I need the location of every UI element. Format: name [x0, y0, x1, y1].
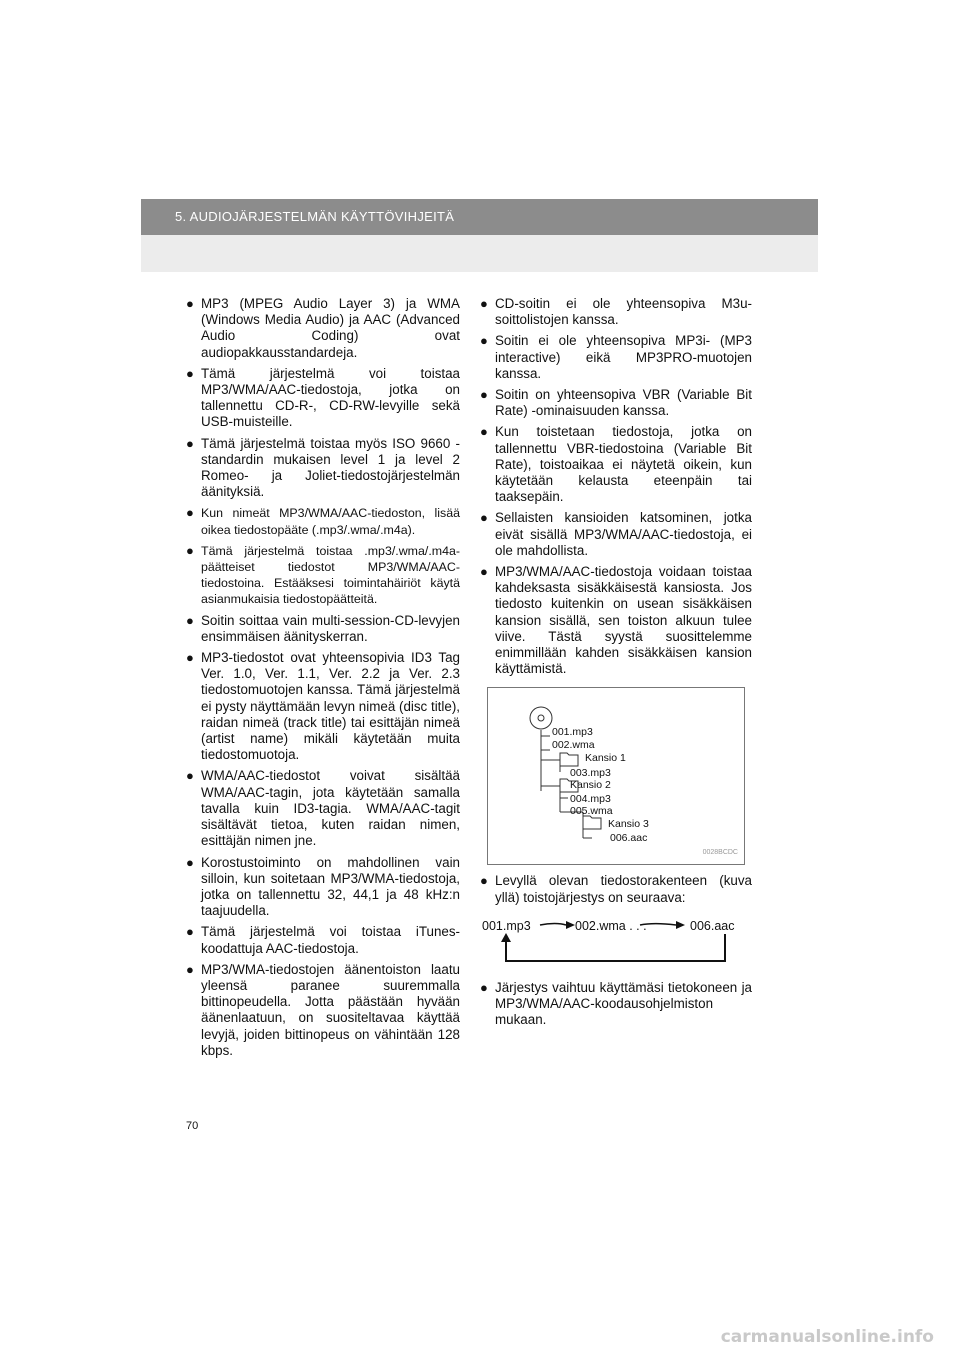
bullet-item	[186, 436, 460, 501]
bullet-text: MP3-tiedostot ovat yhteensopivia ID3 Tag Ver. 1.0, Ver. 1.1, Ver. 2.2 ja Ver. 2.3 tiedostomuotojen kanssa. Tämä järjestelmä ei pysty näyttämään levyn nimeä (disc title), raidan nimeä (track title) tai esittäjän nimeä (artist name) mikäli käytetään muita tiedostomuotoja.	[201, 650, 460, 763]
bullet-icon: ●	[480, 979, 488, 995]
bullet-item	[480, 333, 752, 382]
bullet-item	[186, 962, 460, 1059]
file-label: 001.mp3	[552, 726, 593, 739]
middle-files: 002.wma . . .	[575, 918, 647, 933]
bullet-icon: ●	[186, 650, 194, 666]
bullet-icon: ●	[186, 924, 194, 940]
first-file: 001.mp3	[482, 918, 531, 933]
bullet-text: MP3/WMA-tiedostojen äänentoiston laatu yleensä paranee suuremmalla bittinopeudella. Jotta päästään hyvään äänenlaatuun, on suositeltavaa käyttää levyjä, joiden bittinopeus on vähintään 128 kbps.	[201, 961, 460, 1058]
bullet-text: Soitin ei ole yhteensopiva MP3i- (MP3 interactive) eikä MP3PRO-muotojen kanssa.	[495, 333, 752, 381]
bullet-icon: ●	[186, 612, 194, 628]
bullet-item	[480, 873, 752, 905]
bullet-text: Järjestys vaihtuu käyttämäsi tietokoneen ja MP3/WMA/AAC-koodausohjelmiston mukaan.	[495, 979, 752, 1028]
bullet-icon: ●	[186, 961, 194, 977]
bullet-icon: ●	[186, 365, 194, 381]
bullet-item	[186, 855, 460, 920]
left-column	[186, 296, 460, 1064]
bullet-item	[186, 768, 460, 849]
file-label: 002.wma	[552, 739, 595, 752]
file-label: 004.mp3	[570, 793, 611, 806]
bullet-text: Levyllä olevan tiedostorakenteen (kuva yllä) toistojärjestys on seuraava:	[495, 873, 752, 905]
bullet-icon: ●	[186, 854, 194, 870]
bullet-item	[480, 510, 752, 559]
bullet-item	[480, 564, 752, 677]
play-order-diagram	[480, 914, 752, 970]
bullet-text: MP3 (MPEG Audio Layer 3) ja WMA (Windows Media Audio) ja AAC (Advanced Audio Coding) ovat audiopakkausstandardeja.	[201, 296, 460, 360]
bullet-icon: ●	[480, 387, 488, 403]
bullet-text: Soitin on yhteensopiva VBR (Variable Bit Rate) -ominaisuuden kanssa.	[495, 387, 752, 419]
bullet-text: Tämä järjestelmä voi toistaa iTunes-koodattuja AAC-tiedostoja.	[201, 924, 460, 956]
disc-icon	[530, 707, 552, 729]
watermark: carmanualsonline.info	[720, 1327, 934, 1347]
page-number: 70	[186, 1120, 199, 1132]
arrow-right-icon	[540, 923, 566, 925]
bullet-item	[186, 613, 460, 645]
bullet-icon: ●	[480, 424, 488, 440]
bullet-item	[480, 387, 752, 419]
bullet-icon: ●	[480, 873, 488, 889]
folder-label: Kansio 1	[585, 752, 626, 765]
bullet-icon: ●	[186, 505, 194, 521]
bullet-text: MP3/WMA/AAC-tiedostoja voidaan toistaa kahdeksasta sisäkkäisestä kansiosta. Jos tiedosto kuitenkin on usean sisäkkäisen kansion sisällä, sen toiston alkuun tulee viive. Tästä syystä suosittelemme enimmillään kahden sisäkkäisen kansion käyttämistä.	[495, 564, 752, 677]
bullet-icon: ●	[480, 296, 488, 311]
header-band	[141, 235, 818, 272]
bullet-text: Soitin soittaa vain multi-session-CD-levyjen ensimmäisen äänityskerran.	[201, 612, 460, 644]
folder-icon-kansio-3	[583, 816, 601, 829]
bullet-item	[186, 296, 460, 361]
bullet-text: Tämä järjestelmä toistaa .mp3/.wma/.m4a-päätteiset tiedostot MP3/WMA/AAC-tiedostoina. Estääksesi toimintahäiriöt käytä asianmukaisia tiedostopäätteitä.	[201, 543, 460, 607]
folder-label: Kansio 3	[608, 818, 649, 831]
folder-icon-kansio-1	[560, 753, 578, 766]
bullet-item	[186, 543, 460, 608]
bullet-text: Sellaisten kansioiden katsominen, jotka eivät sisällä MP3/WMA/AAC-tiedostoja, ei ole mahdollista.	[495, 510, 752, 558]
bullet-item	[480, 296, 752, 328]
bullet-text: Tämä järjestelmä voi toistaa MP3/WMA/AAC-tiedostoja, jotka on tallennettu CD-R-, CD-RW-levyille sekä USB-muisteille.	[201, 365, 460, 430]
bullet-icon: ●	[186, 435, 194, 451]
section-header	[141, 199, 818, 272]
bullet-text: Korostustoiminto on mahdollinen vain silloin, kun soitetaan MP3/WMA-tiedostoja, jotka on tallennettu 32, 44,1 ja 48 kHz:n taajuudella.	[201, 854, 460, 919]
bullet-item	[186, 650, 460, 763]
bullet-text: Kun nimeät MP3/WMA/AAC-tiedoston, lisää oikea tiedostopääte (.mp3/.wma/.m4a).	[201, 506, 460, 537]
return-arrow-icon	[506, 934, 725, 961]
last-file: 006.aac	[690, 918, 735, 933]
bullet-item	[186, 505, 460, 537]
bullet-icon: ●	[186, 768, 194, 784]
section-title: 5. AUDIOJÄRJESTELMÄN KÄYTTÖVIHJEITÄ	[141, 199, 818, 235]
bullet-text: CD-soitin ei ole yhteensopiva M3u-soittolistojen kanssa.	[495, 296, 752, 328]
bullet-item	[186, 366, 460, 431]
bullet-text: Kun toistetaan tiedostoja, jotka on tallennettu VBR-tiedostoina (Variable Bit Rate), toistoaikaa ei näytetä oikein, kun käytetään kelausta eteenpäin tai taaksepäin.	[495, 424, 752, 505]
bullet-item	[186, 924, 460, 956]
bullet-icon: ●	[480, 564, 488, 580]
bullet-item	[480, 980, 752, 1029]
bullet-icon: ●	[480, 510, 488, 526]
bullet-icon: ●	[480, 333, 488, 349]
folder-tree-diagram	[487, 687, 745, 865]
folder-label: Kansio 2	[570, 779, 611, 792]
bullet-item	[480, 424, 752, 505]
bullet-text: Tämä järjestelmä toistaa myös ISO 9660 -standardin mukaisen level 1 ja level 2 Romeo- ja Joliet-tiedostojärjestelmän äänityksiä.	[201, 435, 460, 500]
file-label: 003.mp3	[570, 767, 611, 780]
bullet-icon: ●	[186, 542, 194, 558]
file-label: 005.wma	[570, 805, 613, 818]
file-label: 006.aac	[610, 832, 648, 845]
bullet-icon: ●	[186, 296, 194, 311]
image-code: 0028BCDC	[702, 849, 738, 857]
right-column	[480, 296, 752, 1033]
bullet-text: WMA/AAC-tiedostot voivat sisältää WMA/AAC-tagin, jota käytetään samalla tavalla kuin ID3-tagia. WMA/AAC-tagit sisältävät tietoa, kuten raidan nimen, esittäjän nimen jne.	[201, 768, 460, 849]
